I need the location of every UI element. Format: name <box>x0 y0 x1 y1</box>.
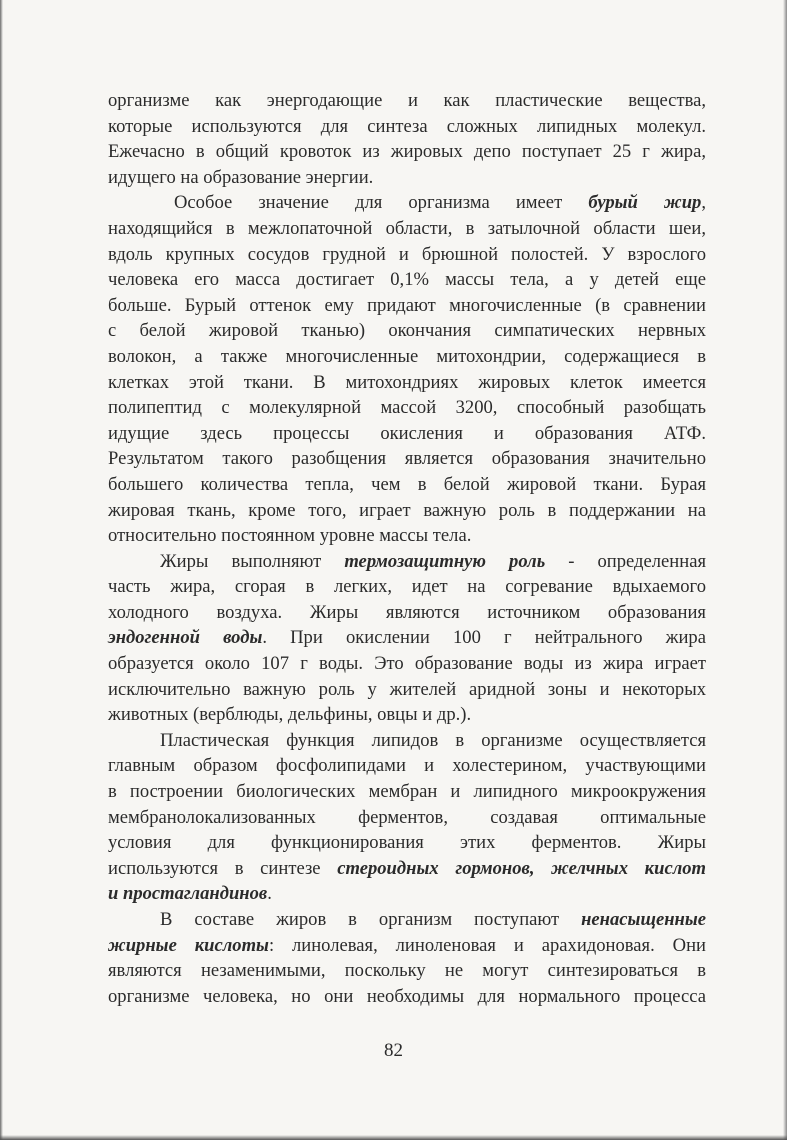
scan-edge-right <box>783 0 787 1140</box>
text-line: полипептид с молекулярной массой 3200, способный разобщать <box>108 397 706 419</box>
text-line: вдоль крупных сосудов грудной и брюшной полостей. У взрослого <box>108 243 706 265</box>
text-line: исключительно важную роль у жителей аридной зоны и некоторых <box>108 678 706 700</box>
text-line: главным образом фосфолипидами и холестерином, участвующими <box>108 755 706 777</box>
text-line: идущего на образование энергии. <box>108 166 374 188</box>
page-number: 82 <box>384 1040 403 1061</box>
text-line: животных (верблюды, дельфины, овцы и др.). <box>108 704 472 726</box>
text-line: Жиры выполняют термозащитную роль - определенная <box>160 550 707 572</box>
text-line: организме как энергодающие и как пластические вещества, <box>108 90 706 111</box>
text-line: которые используются для синтеза сложных липидных молекул. <box>108 115 706 137</box>
text-line: холодного воздуха. Жиры являются источником образования <box>108 601 706 623</box>
text-line: идущие здесь процессы окисления и образования АТФ. <box>108 422 706 444</box>
text-line: волокон, а также многочисленные митохондрии, содержащиеся в <box>108 345 706 367</box>
text-line: большего количества тепла, чем в белой жировой ткани. Бурая <box>108 473 706 495</box>
text-line: мембранолокализованных ферментов, создавая оптимальные <box>108 806 706 828</box>
text-line: жирные кислоты: линолевая, линоленовая и арахидоновая. Они <box>108 934 706 956</box>
text-line: больше. Бурый оттенок ему придают многочисленные (в сравнении <box>108 294 706 316</box>
text-line: В составе жиров в организм поступают ненасыщенные <box>160 909 706 930</box>
scan-edge-left <box>0 0 3 1140</box>
text-line: используются в синтезе стероидных гормонов, желчных кислот <box>108 857 706 879</box>
text-line: часть жира, сгорая в легких, идет на согревание вдыхаемого <box>108 576 706 598</box>
text-line: с белой жировой тканью) окончания симпатических нервных <box>108 320 706 342</box>
text-line: Пластическая функция липидов в организме осуществляется <box>160 729 706 751</box>
text-line: человека его масса достигает 0,1% массы тела, а у детей еще <box>108 269 706 291</box>
scan-edge-bottom <box>0 1135 787 1140</box>
text-line: в построении биологических мембран и липидного микроокружения <box>108 781 706 803</box>
text-line: относительно постоянном уровне массы тела. <box>108 525 472 547</box>
text-line: Ежечасно в общий кровоток из жировых депо поступает 25 г жира, <box>108 141 706 163</box>
text-line: условия для функционирования этих ферментов. Жиры <box>108 832 706 854</box>
text-line: жировая ткань, кроме того, играет важную роль в поддержании на <box>108 499 706 521</box>
text-line: образуется около 107 г воды. Это образование воды из жира играет <box>108 653 706 675</box>
text-line: клетках этой ткани. В митохондриях жировых клеток имеется <box>108 371 706 393</box>
text-line: эндогенной воды. При окислении 100 г нейтрального жира <box>108 627 706 649</box>
text-line: Результатом такого разобщения является образования значительно <box>108 448 706 470</box>
text-line: Особое значение для организма имеет бурый жир, <box>174 192 706 214</box>
text-line: находящийся в межлопаточной области, в затылочной области шеи, <box>108 217 706 239</box>
text-line: и простагландинов. <box>108 883 272 905</box>
text-line: являются незаменимыми, поскольку не могут синтезироваться в <box>108 960 706 982</box>
text-line: организме человека, но они необходимы для нормального процесса <box>108 985 706 1007</box>
body-text <box>108 88 706 1009</box>
